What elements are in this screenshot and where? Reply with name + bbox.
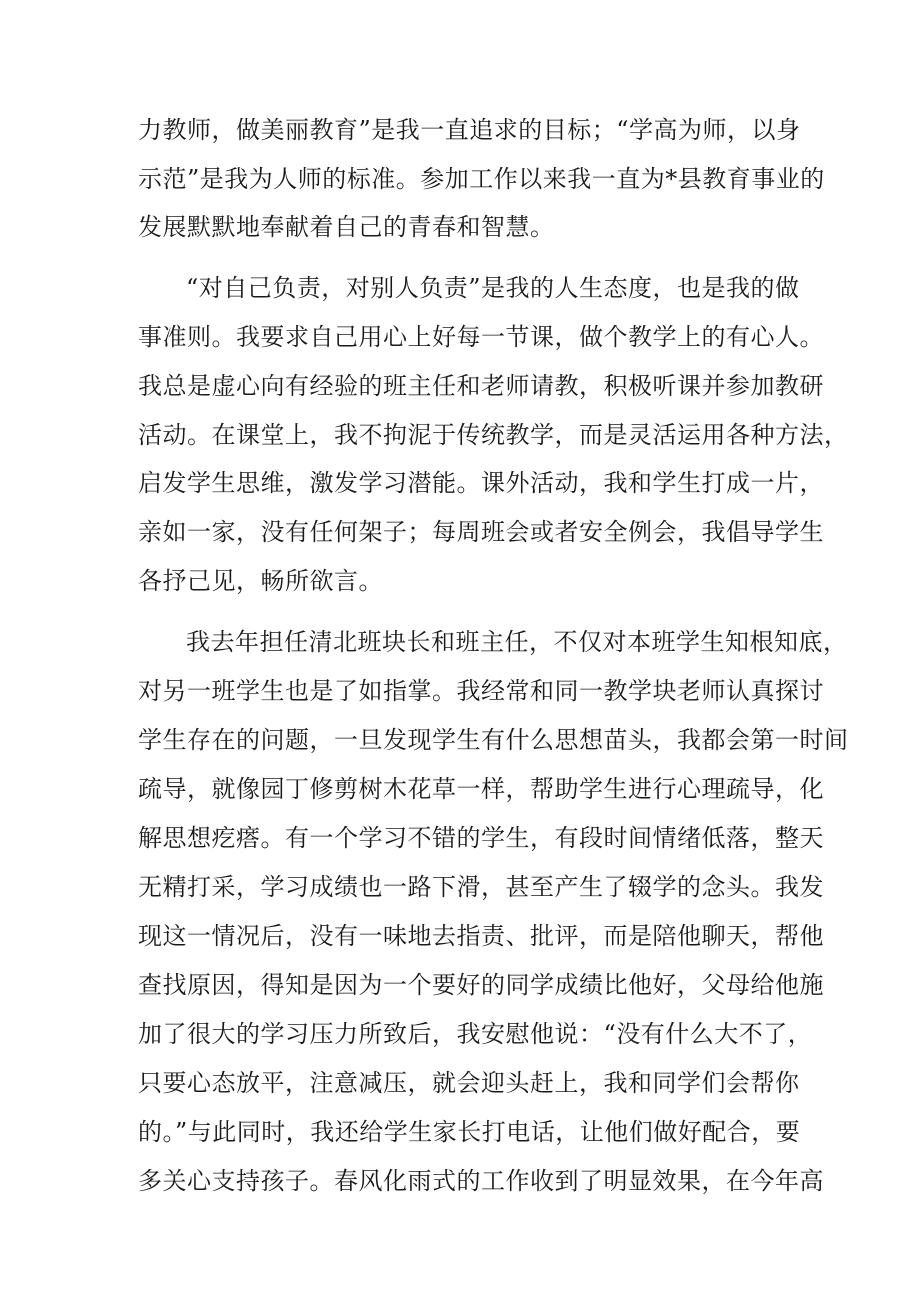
- paragraph-2-line-2: 事准则。我要求自己用心上好每一节课，做个教学上的有心人。: [138, 323, 824, 351]
- paragraph-2-line-4: 活动。在课堂上，我不拘泥于传统教学，而是灵活运用各种方法，: [138, 421, 849, 449]
- paragraph-3-line-11: 的。”与此同时，我还给学生家长打电话，让他们做好配合，要: [138, 1118, 801, 1146]
- paragraph-2-line-7: 各抒己见，畅所欲言。: [138, 567, 383, 595]
- paragraph-3-line-12: 多关心支持孩子。春风化雨式的工作收到了明显效果，在今年高: [138, 1167, 824, 1195]
- paragraph-3-line-1: 我去年担任清北班块长和班主任，不仅对本班学生知根知底，: [186, 628, 848, 656]
- paragraph-1-line-1: 力教师，做美丽教育”是我一直追求的目标；“学高为师，以身: [138, 116, 801, 144]
- paragraph-3-line-6: 无精打采，学习成绩也一路下滑，甚至产生了辍学的念头。我发: [138, 873, 824, 901]
- paragraph-3-line-7: 现这一情况后，没有一味地去指责、批评，而是陪他聊天，帮他: [138, 922, 824, 950]
- paragraph-3-line-5: 解思想疙瘩。有一个学习不错的学生，有段时间情绪低落，整天: [138, 824, 824, 852]
- paragraph-1-line-3: 发展默默地奉献着自己的青春和智慧。: [138, 213, 555, 241]
- paragraph-1-line-2: 示范”是我为人师的标准。参加工作以来我一直为*县教育事业的: [138, 165, 825, 193]
- paragraph-3-line-3: 学生存在的问题，一旦发现学生有什么思想苗头，我都会第一时间: [138, 726, 849, 754]
- paragraph-3-line-10: 只要心态放平，注意减压，就会迎头赶上，我和同学们会帮你: [138, 1069, 800, 1097]
- paragraph-3-line-4: 疏导，就像园丁修剪树木花草一样，帮助学生进行心理疏导，化: [138, 775, 824, 803]
- paragraph-2-line-6: 亲如一家，没有任何架子；每周班会或者安全例会，我倡导学生: [138, 518, 824, 546]
- paragraph-3-line-2: 对另一班学生也是了如指掌。我经常和同一教学块老师认真探讨: [138, 677, 824, 705]
- paragraph-2-line-3: 我总是虚心向有经验的班主任和老师请教，积极听课并参加教研: [138, 372, 824, 400]
- paragraph-3-line-8: 查找原因，得知是因为一个要好的同学成绩比他好，父母给他施: [138, 971, 824, 999]
- paragraph-3-line-9: 加了很大的学习压力所致后，我安慰他说：“没有什么大不了，: [138, 1020, 813, 1048]
- paragraph-2-line-1: “对自己负责，对别人负责”是我的人生态度，也是我的做: [186, 274, 800, 302]
- paragraph-2-line-5: 启发学生思维，激发学习潜能。课外活动，我和学生打成一片，: [138, 469, 824, 497]
